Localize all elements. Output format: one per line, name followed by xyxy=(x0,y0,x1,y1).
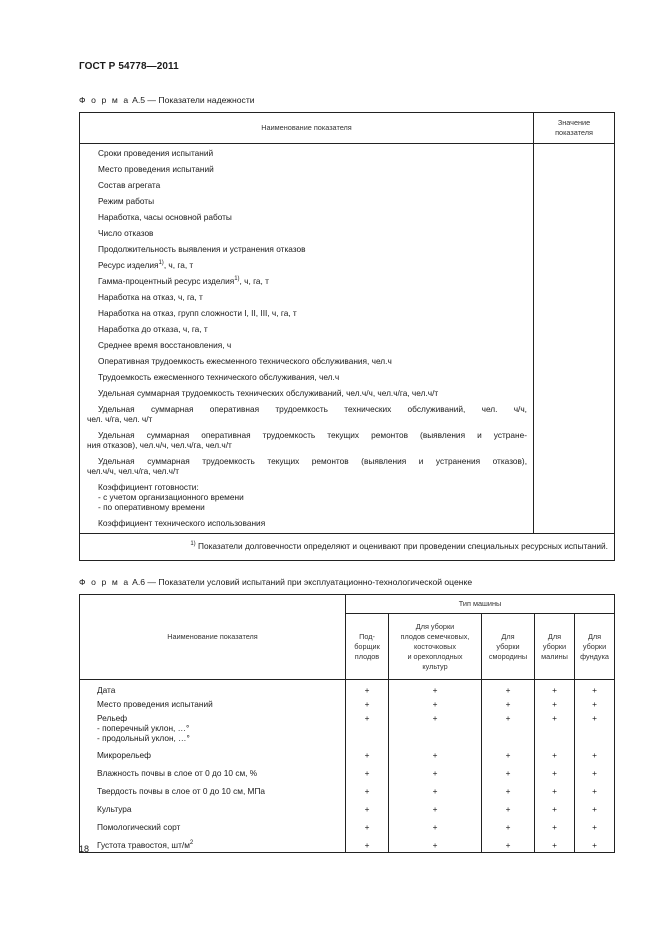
column-header-value xyxy=(534,113,615,144)
test-conditions-table xyxy=(79,594,615,853)
column-header-currant: Для уборки смородины xyxy=(482,614,535,680)
table-row: Удельная суммарная трудоемкость текущих ремонтов (выявления и устранения отказов), чел.ч/ч, чел.ч/га, чел.ч/т xyxy=(80,453,534,479)
table-row: Удельная суммарная трудоемкость технических обслуживаний, чел.ч/ч, чел.ч/га, чел.ч/т xyxy=(80,385,534,401)
table-row: Наработка на отказ, групп сложности I, II, III, ч, га, т xyxy=(80,305,534,321)
column-header-value-line2: показателя xyxy=(555,128,593,137)
table-header-row xyxy=(80,113,615,144)
table-row: Место проведения испытаний + + + + + xyxy=(80,697,615,711)
footnote: $^{1)}$ Показатели долговечности определяют и оценивают при проведении специальных ресурсных испытаний. xyxy=(80,534,615,561)
column-header-raspberry: Для уборки малины xyxy=(535,614,575,680)
value-cell xyxy=(534,144,615,534)
document-header: ГОСТ Р 54778—2011 xyxy=(79,61,179,72)
table-row: Микрорельеф + + + + + xyxy=(80,748,615,766)
table-row: Число отказов xyxy=(80,225,534,241)
table-row: Ресурс изделия$^{1)}$, ч, га, т xyxy=(80,257,534,273)
table-row: Твердость почвы в слое от 0 до 10 см, МПа + + + + + xyxy=(80,784,615,802)
table-row: Помологический сорт + + + + + xyxy=(80,820,615,838)
form-label: Ф о р м а xyxy=(79,95,130,105)
table-row: Удельная суммарная оперативная трудоемкость технических обслуживаний, чел. ч/ч, чел. ч/га, чел. ч/т xyxy=(80,401,534,427)
table-row: Коэффициент технического использования xyxy=(80,515,534,533)
table-row: Состав агрегата xyxy=(80,177,534,193)
table-row: Гамма-процентный ресурс изделия$^{1)}$, ч, га, т xyxy=(80,273,534,289)
table-row: Сроки проведения испытаний xyxy=(80,144,534,162)
column-header-fruit-picker: Под- борщик плодов xyxy=(346,614,389,680)
table-row: Влажность почвы в слое от 0 до 10 см, % + + + + + xyxy=(80,766,615,784)
table-row: Культура + + + + + xyxy=(80,802,615,820)
column-header-name: Наименование показателя xyxy=(80,113,534,144)
table-footnote-row xyxy=(80,534,615,561)
column-header-fruit-harvest: Для уборки плодов семечковых, косточковых и орехоплодных культур xyxy=(389,614,482,680)
reliability-table xyxy=(79,112,615,561)
table-row: Рельеф - поперечный уклон, …° - продольный уклон, …° + + + + + xyxy=(80,711,615,748)
table-row: Наработка до отказа, ч, га, т xyxy=(80,321,534,337)
table-row: Продолжительность выявления и устранения отказов xyxy=(80,241,534,257)
form-a5-caption xyxy=(79,95,255,105)
table-row: Удельная суммарная оперативная трудоемкость текущих ремонтов (выявления и устране- ния отказов), чел.ч/ч, чел.ч/га, чел.ч/т xyxy=(80,427,534,453)
column-header-name: Наименование показателя xyxy=(80,595,346,680)
column-header-machine-type: Тип машины xyxy=(346,595,615,614)
form-a6-caption xyxy=(79,577,472,587)
table-row: Наработка на отказ, ч, га, т xyxy=(80,289,534,305)
column-header-value-line1: Значение xyxy=(557,118,591,127)
form-label: Ф о р м а xyxy=(79,577,130,587)
table-row: Дата + + + + + xyxy=(80,680,615,698)
table-row: Режим работы xyxy=(80,193,534,209)
table-row: Коэффициент готовности: - с учетом организационного времени - по оперативному времени xyxy=(80,479,534,515)
form-title: А.6 — Показатели условий испытаний при эксплуатационно-технологической оценке xyxy=(132,577,473,587)
table-row: Среднее время восстановления, ч xyxy=(80,337,534,353)
page-number: 18 xyxy=(79,844,90,854)
table-row: Густота травостоя, $шт/м^2$ + + + + + xyxy=(80,838,615,853)
table-row: Трудоемкость ежесменного технического обслуживания, чел.ч xyxy=(80,369,534,385)
table-row: Место проведения испытаний xyxy=(80,161,534,177)
table-row: Наработка, часы основной работы xyxy=(80,209,534,225)
form-title: А.5 — Показатели надежности xyxy=(132,95,255,105)
table-row: Оперативная трудоемкость ежесменного технического обслуживания, чел.ч xyxy=(80,353,534,369)
column-header-hazelnut: Для уборки фундука xyxy=(575,614,615,680)
